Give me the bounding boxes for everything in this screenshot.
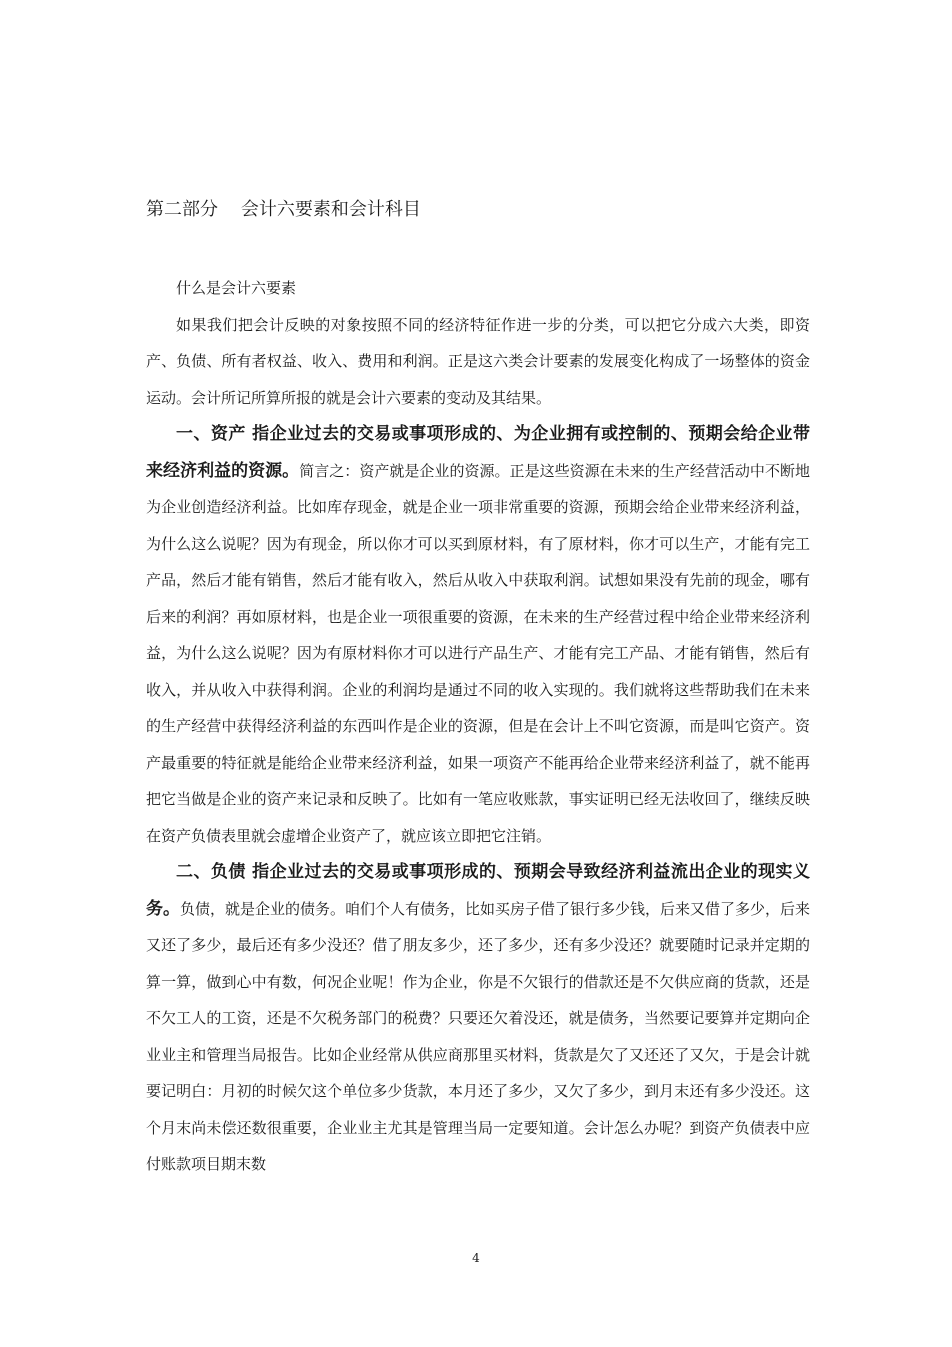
liabilities-text: 负债，就是企业的债务。咱们个人有债务，比如买房子借了银行多少钱，后来又借了多少，后来又还了多少，最后还有多少没还？借了朋友多少，还了多少，还有多少没还？就要随时记录并定期的算一算，做到心中有数，何况企业呢！作为企业，你是不欠银行的借款还是不欠供应商的货款，还是不欠工人的工资，还是不欠税务部门的税费？只要还欠着没还，就是债务，当然要记要算并定期向企业业主和管理当局报告。比如企业经常从供应商那里买材料，货款是欠了又还还了又欠，于是会计就要记明白：月初的时候欠这个单位多少货款，本月还了多少，又欠了多少，到月末还有多少没还。这个月末尚未偿还数很重要，企业业主尤其是管理当局一定要知道。会计怎么办呢？到资产负债表中应付账款项目期末数: [146, 899, 811, 1173]
assets-paragraph: [146, 416, 810, 854]
liabilities-definition: 二、负债 指企业过去的交易或事项形成的、预期会导致经济利益流出企业的现实义务。: [146, 862, 810, 919]
intro-paragraph: 如果我们把会计反映的对象按照不同的经济特征作进一步的分类，可以把它分成六大类，即资产、负债、所有者权益、收入、费用和利润。正是这六类会计要素的发展变化构成了一场整体的资金运动。会计所记所算所报的就是会计六要素的变动及其结果。: [146, 315, 810, 407]
document-body: [146, 270, 810, 1183]
section-title: 第二部分 会计六要素和会计科目: [146, 199, 421, 220]
page-number: 4: [472, 1251, 480, 1265]
assets-text: 简言之：资产就是企业的资源。正是这些资源在未来的生产经营活动中不断地为企业创造经济利益。比如库存现金，就是企业一项非常重要的资源，预期会给企业带来经济利益，为什么这么说呢？因为有现金，所以你才可以买到原材料，有了原材料，你才可以生产，才能有完工产品，然后才能有销售，然后才能有收入，然后从收入中获取利润。试想如果没有先前的现金，哪有后来的利润？再如原材料，也是企业一项很重要的资源，在未来的生产经营过程中给企业带来经济利益，为什么这么说呢？因为有原材料你才可以进行产品生产、才能有完工产品、才能有销售，然后有收入，并从收入中获得利润。企业的利润均是通过不同的收入实现的。我们就将这些帮助我们在未来的生产经营中获得经济利益的东西叫作是企业的资源，但是在会计上不叫它资源，而是叫它资产。资产最重要的特征就是能给企业带来经济利益，如果一项资产不能再给企业带来经济利益了，就不能再把它当做是企业的资产来记录和反映了。比如有一笔应收账款，事实证明已经无法收回了，继续反映在资产负债表里就会虚增企业资产了，就应该立即把它注销。: [146, 461, 810, 845]
assets-definition: 一、资产 指企业过去的交易或事项形成的、为企业拥有或控制的、预期会给企业带来经济利益的资源。: [146, 424, 810, 481]
intro-heading: 什么是会计六要素: [176, 279, 297, 297]
liabilities-paragraph: [146, 854, 810, 1183]
